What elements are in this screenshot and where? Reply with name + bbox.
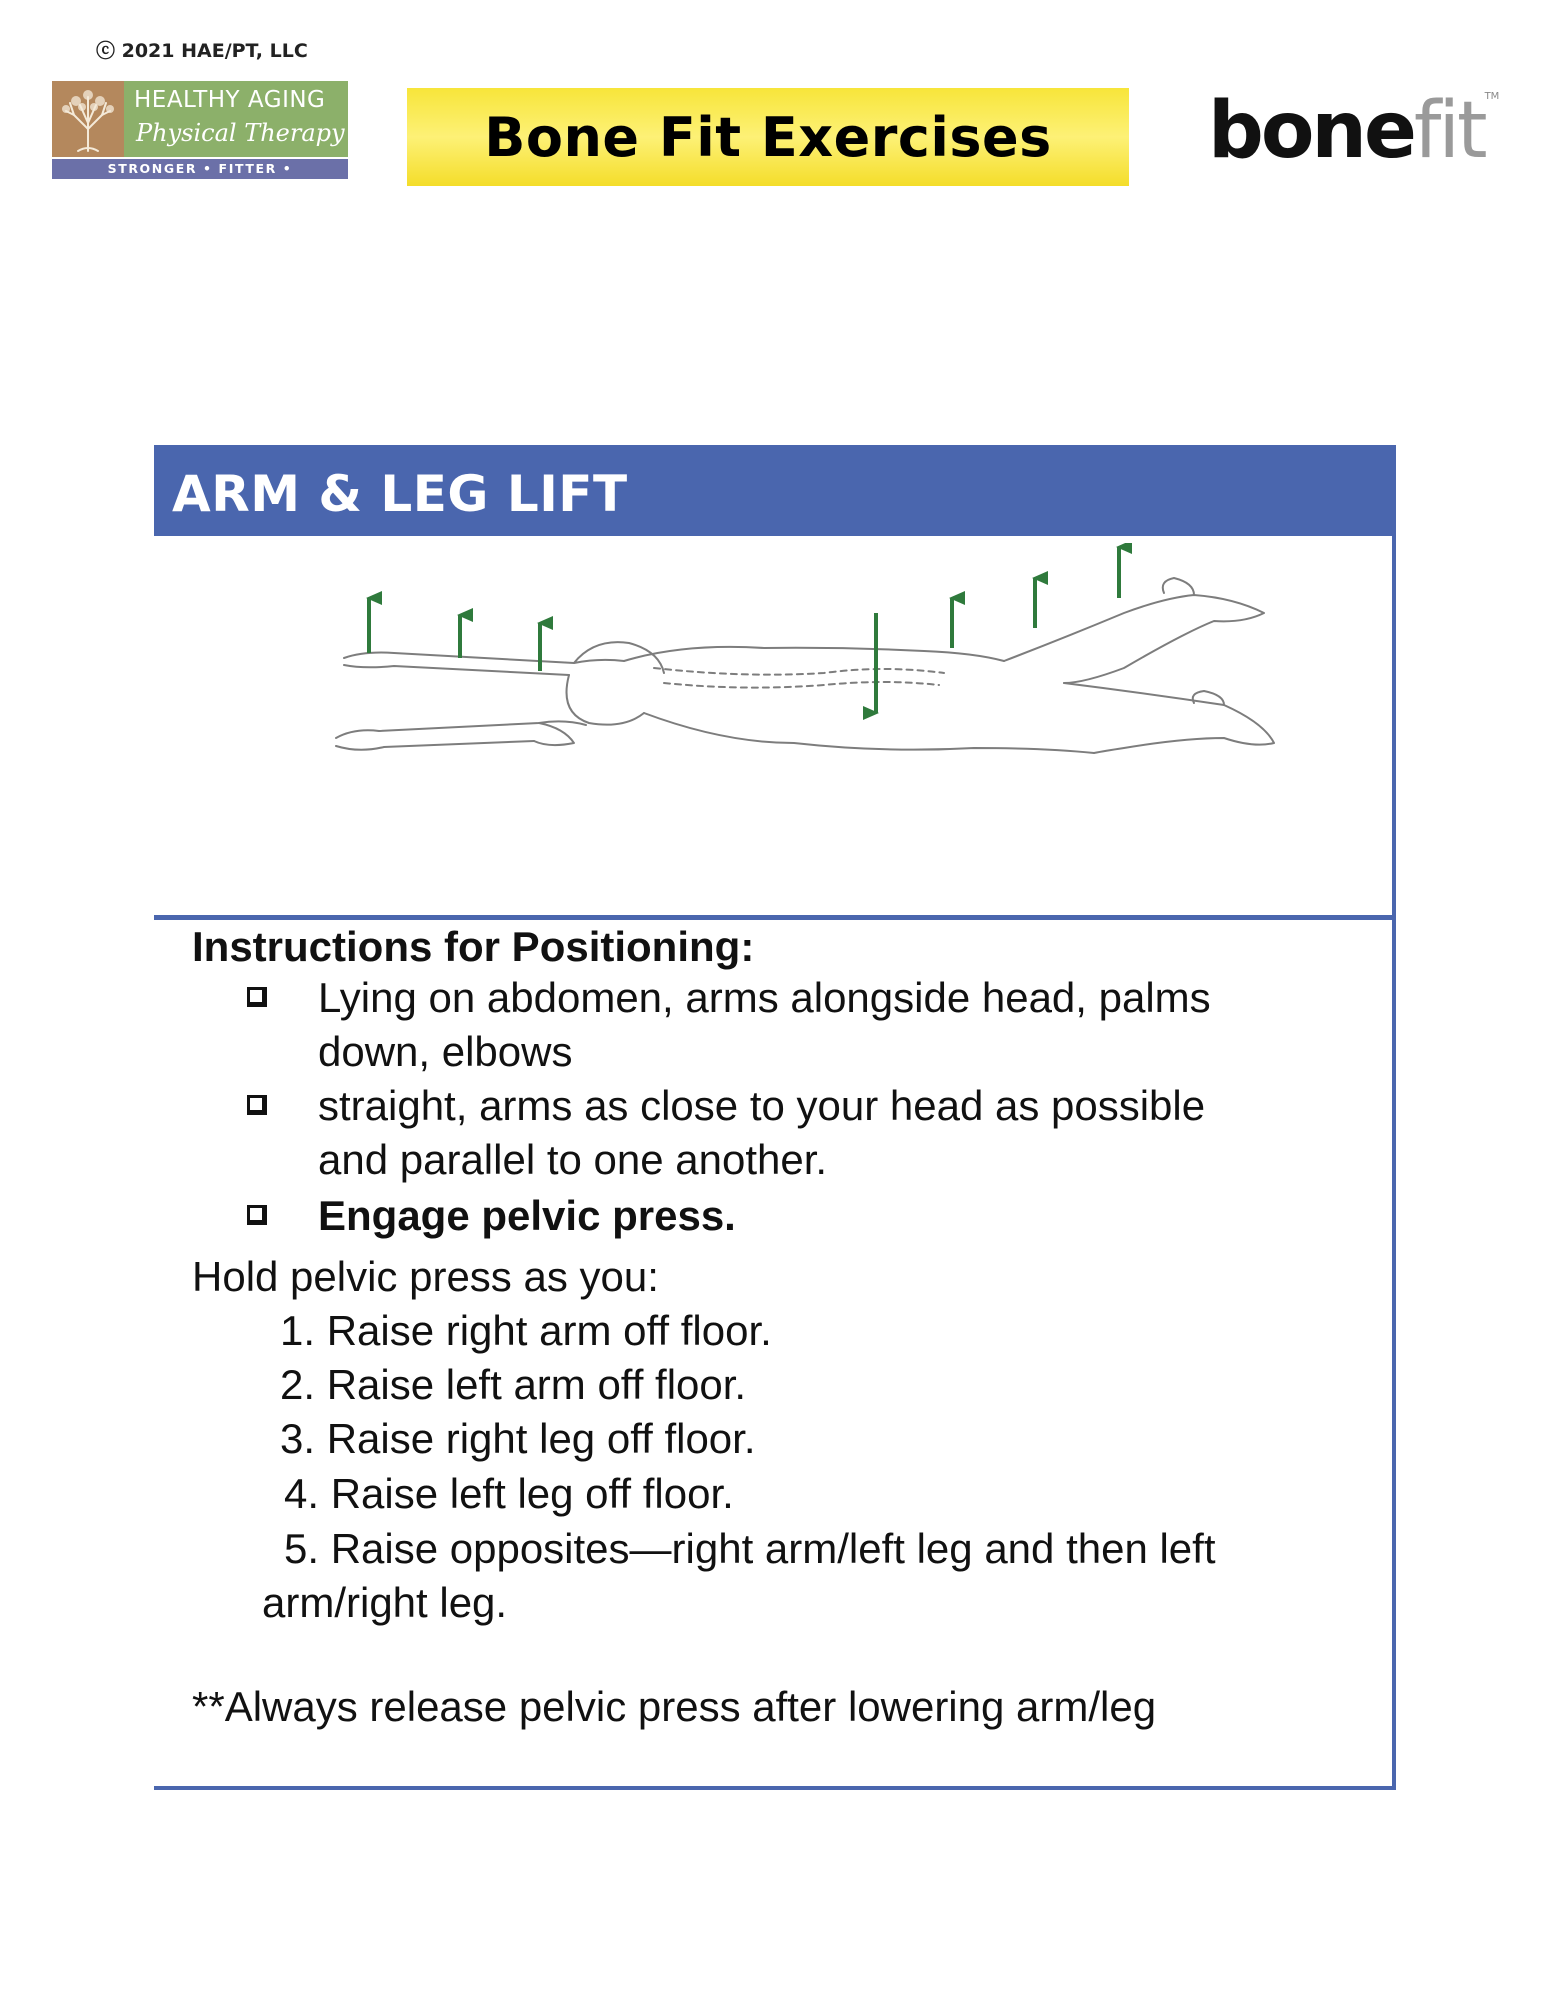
bullet-text — [318, 1079, 1358, 1187]
step-item: 3. Raise right leg off floor. — [280, 1415, 756, 1462]
logo-line2: Physical Therapy — [136, 119, 345, 147]
step-item: 2. Raise left arm off floor. — [280, 1361, 747, 1408]
exercise-illustration — [324, 543, 1364, 905]
checkbox-icon — [247, 987, 267, 1007]
healthy-aging-logo — [52, 81, 348, 196]
exercise-title: ARM & LEG LIFT — [172, 465, 628, 523]
bullet-line: Engage pelvic press. — [318, 1192, 736, 1239]
bonefit-logo — [1208, 86, 1500, 176]
checkbox-icon — [247, 1095, 267, 1115]
logo-line1: HEALTHY AGING — [134, 87, 326, 113]
copyright-notice: ⓒ 2021 HAE/PT, LLC — [96, 40, 308, 62]
logo-tagline: STRONGER • FITTER • FUNCTIONAL — [52, 159, 348, 179]
bullet-line: straight, arms as close to your head as possible — [318, 1082, 1206, 1129]
title-banner — [407, 88, 1129, 186]
instructions-heading: Instructions for Positioning: — [192, 923, 755, 970]
checkbox-icon — [247, 1205, 267, 1225]
bullet-line: down, elbows — [318, 1028, 573, 1075]
exercise-card — [154, 445, 1396, 1790]
trademark-mark: TM — [1484, 91, 1500, 102]
brand-part2: fit — [1413, 86, 1485, 176]
hold-instruction: Hold pelvic press as you: — [192, 1253, 659, 1300]
step-continuation: arm/right leg. — [262, 1579, 508, 1626]
bullet-line: and parallel to one another. — [318, 1136, 828, 1183]
brand-part1: bone — [1208, 86, 1414, 176]
tree-icon — [52, 81, 124, 157]
step-item: 4. Raise left leg off floor. — [284, 1470, 734, 1517]
bullet-text — [318, 1189, 1358, 1243]
step-item: 1. Raise right arm off floor. — [280, 1307, 772, 1354]
page-title: Bone Fit Exercises — [484, 105, 1052, 169]
bullet-text — [318, 971, 1358, 1079]
card-header — [154, 445, 1396, 536]
bullet-line: Lying on abdomen, arms alongside head, palms — [318, 974, 1211, 1021]
step-item: 5. Raise opposites—right arm/left leg and then left — [284, 1525, 1216, 1572]
footnote: **Always release pelvic press after lowering arm/leg — [192, 1683, 1157, 1730]
logo-text-panel — [124, 81, 348, 157]
section-divider — [154, 915, 1396, 920]
